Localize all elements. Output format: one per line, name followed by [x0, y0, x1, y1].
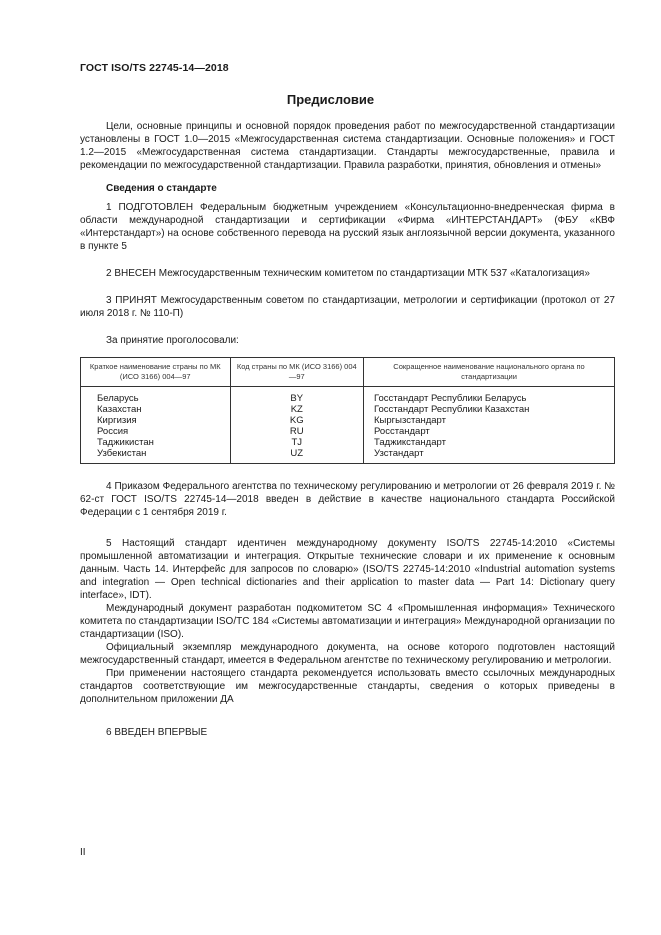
item-4-paragraph: 4 Приказом Федерального агентства по техническому регулированию и метрологии от 26 февраля 2019 г. № 62-ст ГОСТ ISO/TS 22745-14—2018 введен в действие в качестве национального стандарта Российской Федерации с 1 сентября 2019 г. [80, 481, 615, 518]
cell-body: Таджикстандарт [364, 437, 615, 448]
cell-body: Госстандарт Республики Беларусь [364, 387, 615, 405]
table-row [81, 415, 615, 426]
cell-country: Киргизия [81, 415, 231, 426]
cell-code: TJ [230, 437, 364, 448]
cell-country: Беларусь [81, 387, 231, 405]
item-5-developer-paragraph: Международный документ разработан подкомитетом SC 4 «Промышленная информация» Технического комитета по стандартизации ISO/TC 184 «Системы автоматизации и интеграция» Международной организации по стандартизации (ISO). [80, 603, 615, 640]
cell-body: Узстандарт [364, 448, 615, 464]
cell-body: Росстандарт [364, 426, 615, 437]
cell-code: UZ [230, 448, 364, 464]
cell-code: KZ [230, 404, 364, 415]
cell-code: RU [230, 426, 364, 437]
page-title: Предисловие [286, 92, 375, 107]
table-row [81, 387, 615, 405]
item-1-paragraph: 1 ПОДГОТОВЛЕН Федеральным бюджетным учреждением «Консультационно-внедренческая фирма в области международной стандартизации и сертификации «Фирма «ИНТЕРСТАНДАРТ» (ФБУ «КВФ «Интерстандарт») на основе собственного перевода на русский язык англоязычной версии документа, указанного в пункте 5 [80, 202, 615, 252]
cell-code: KG [230, 415, 364, 426]
item-3-paragraph: 3 ПРИНЯТ Межгосударственным советом по стандартизации, метрологии и сертификации (протокол от 27 июля 2018 г. № 110-П) [80, 295, 615, 319]
cell-country: Узбекистан [81, 448, 231, 464]
votes-table [80, 357, 615, 464]
document-header: ГОСТ ISO/TS 22745-14—2018 [80, 62, 229, 74]
cell-body: Кыргызстандарт [364, 415, 615, 426]
item-6-paragraph: 6 ВВЕДЕН ВПЕРВЫЕ [106, 727, 208, 738]
item-5-official-copy-paragraph: Официальный экземпляр международного документа, на основе которого подготовлен настоящий межгосударственный стандарт, имеется в Федеральном агентстве по техническому регулированию и метрологии. [80, 642, 615, 666]
cell-body: Госстандарт Республики Казахстан [364, 404, 615, 415]
item-5-application-paragraph: При применении настоящего стандарта рекомендуется использовать вместо ссылочных международных стандартов соответствующие им межгосударственные стандарты, сведения о которых приведены в дополнительном приложении ДА [80, 668, 615, 705]
intro-paragraph: Цели, основные принципы и основной порядок проведения работ по межгосударственной стандартизации установлены в ГОСТ 1.0—2015 «Межгосударственная система стандартизации. Основные положения» и ГОСТ 1.2—2015 «Межгосударственная система стандартизации. Стандарты межгосударственные, правила и рекомендации по межгосударственной стандартизации. Правила разработки, принятия, обновления и отмены» [80, 121, 615, 171]
table-header-row [81, 358, 615, 387]
table-row [81, 448, 615, 464]
page-number: II [80, 847, 86, 858]
document-body [80, 120, 615, 739]
item-2-paragraph: 2 ВНЕСЕН Межгосударственным техническим комитетом по стандартизации МТК 537 «Каталогизация» [106, 268, 590, 279]
table-row [81, 426, 615, 437]
cell-country: Таджикистан [81, 437, 231, 448]
cell-country: Россия [81, 426, 231, 437]
table-row [81, 437, 615, 448]
table-row [81, 404, 615, 415]
column-header-body: Сокращенное наименование национального органа по стандартизации [364, 358, 615, 387]
cell-code: BY [230, 387, 364, 405]
item-5-paragraph: 5 Настоящий стандарт идентичен международному документу ISO/TS 22745-14:2010 «Системы промышленной автоматизации и интеграция. Открытые технические словари и их применение к основным данным. Часть 14. Интерфейс для запросов по словарю» (ISO/TS 22745-14:2010 «Industrial automation systems and integration — Open technical dictionaries and their application to master data — Part 14: Dictionary query interface», IDT). [80, 538, 615, 601]
column-header-country: Краткое наименование страны по МК (ИСО 3166) 004—97 [81, 358, 231, 387]
voted-label: За принятие проголосовали: [106, 335, 239, 346]
column-header-code: Код страны по МК (ИСО 3166) 004—97 [230, 358, 364, 387]
cell-country: Казахстан [81, 404, 231, 415]
section-subheading: Сведения о стандарте [106, 183, 217, 194]
